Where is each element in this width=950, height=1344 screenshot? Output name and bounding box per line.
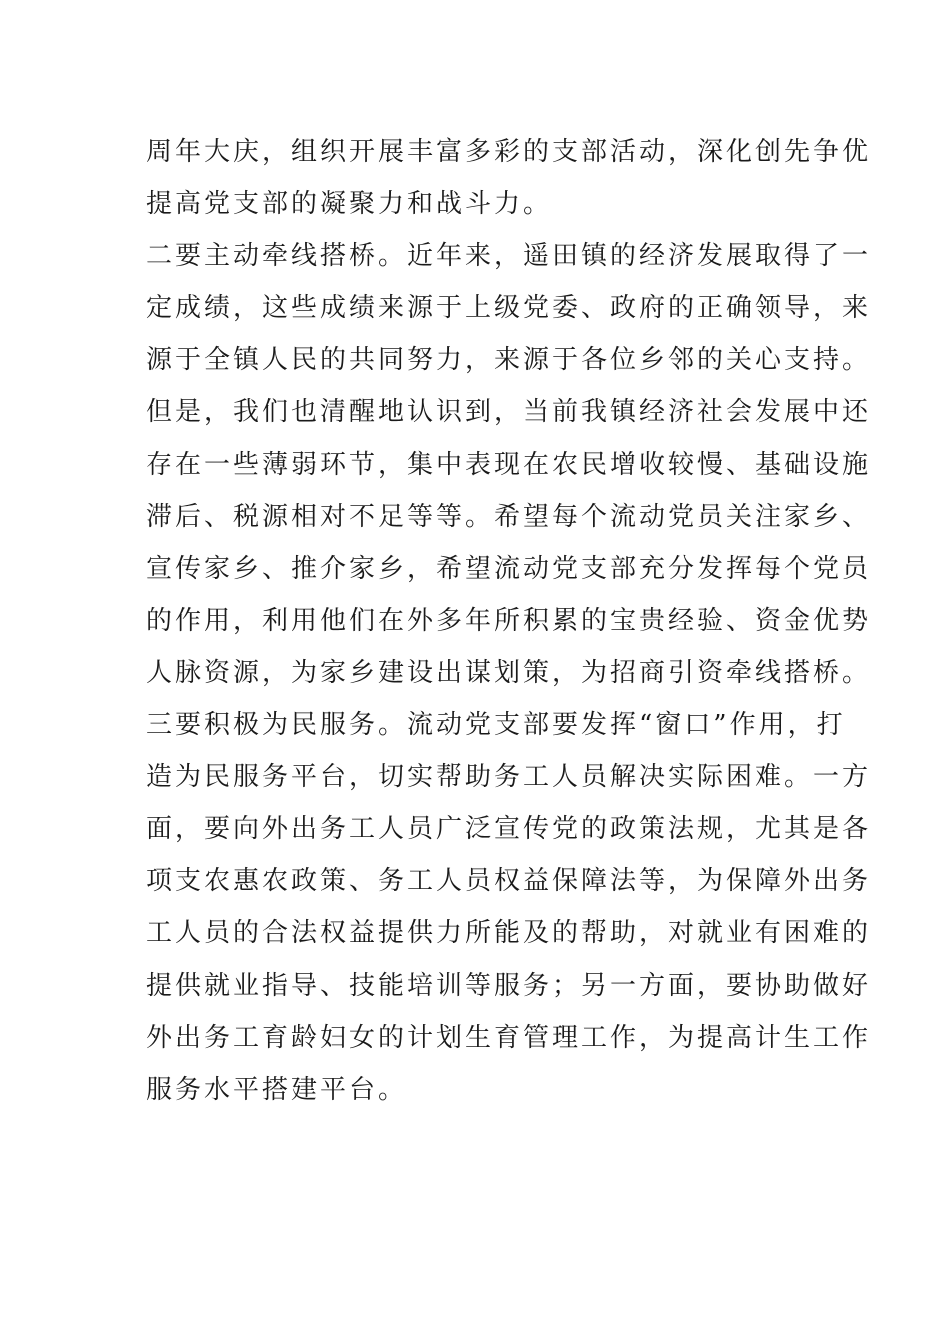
body-text — [146, 126, 872, 1116]
text-line: 人脉资源，为家乡建设出谋划策，为招商引资牵线搭桥。 — [146, 657, 872, 688]
text-line: 源于全镇人民的共同努力，来源于各位乡邻的关心支持。 — [146, 345, 872, 376]
text-line: 滞后、税源相对不足等等。希望每个流动党员关注家乡、 — [146, 501, 872, 532]
text-line: 提供就业指导、技能培训等服务；另一方面，要协助做好 — [146, 970, 872, 1001]
text-line: 提高党支部的凝聚力和战斗力。 — [146, 189, 553, 220]
text-line: 外出务工育龄妇女的计划生育管理工作，为提高计生工作 — [146, 1022, 872, 1053]
text-line: 但是，我们也清醒地认识到，当前我镇经济社会发展中还 — [146, 397, 872, 428]
text-line: 服务水平搭建平台。 — [146, 1074, 408, 1105]
text-line: 宣传家乡、推介家乡，希望流动党支部充分发挥每个党员 — [146, 553, 872, 584]
text-line: 三要积极为民服务。流动党支部要发挥“窗口”作用，打 — [146, 710, 846, 741]
text-line: 二要主动牵线搭桥。近年来，遥田镇的经济发展取得了一 — [146, 241, 872, 272]
text-line: 面，要向外出务工人员广泛宣传党的政策法规，尤其是各 — [146, 814, 872, 845]
text-line: 的作用，利用他们在外多年所积累的宝贵经验、资金优势 — [146, 605, 872, 636]
text-line: 定成绩，这些成绩来源于上级党委、政府的正确领导，来 — [146, 293, 872, 324]
text-line: 存在一些薄弱环节，集中表现在农民增收较慢、基础设施 — [146, 449, 872, 480]
text-line: 项支农惠农政策、务工人员权益保障法等，为保障外出务 — [146, 866, 872, 897]
text-line: 周年大庆，组织开展丰富多彩的支部活动，深化创先争优 — [146, 137, 872, 167]
text-line: 造为民服务平台，切实帮助务工人员解决实际困难。一方 — [146, 762, 872, 793]
text-line: 工人员的合法权益提供力所能及的帮助，对就业有困难的 — [146, 918, 872, 949]
